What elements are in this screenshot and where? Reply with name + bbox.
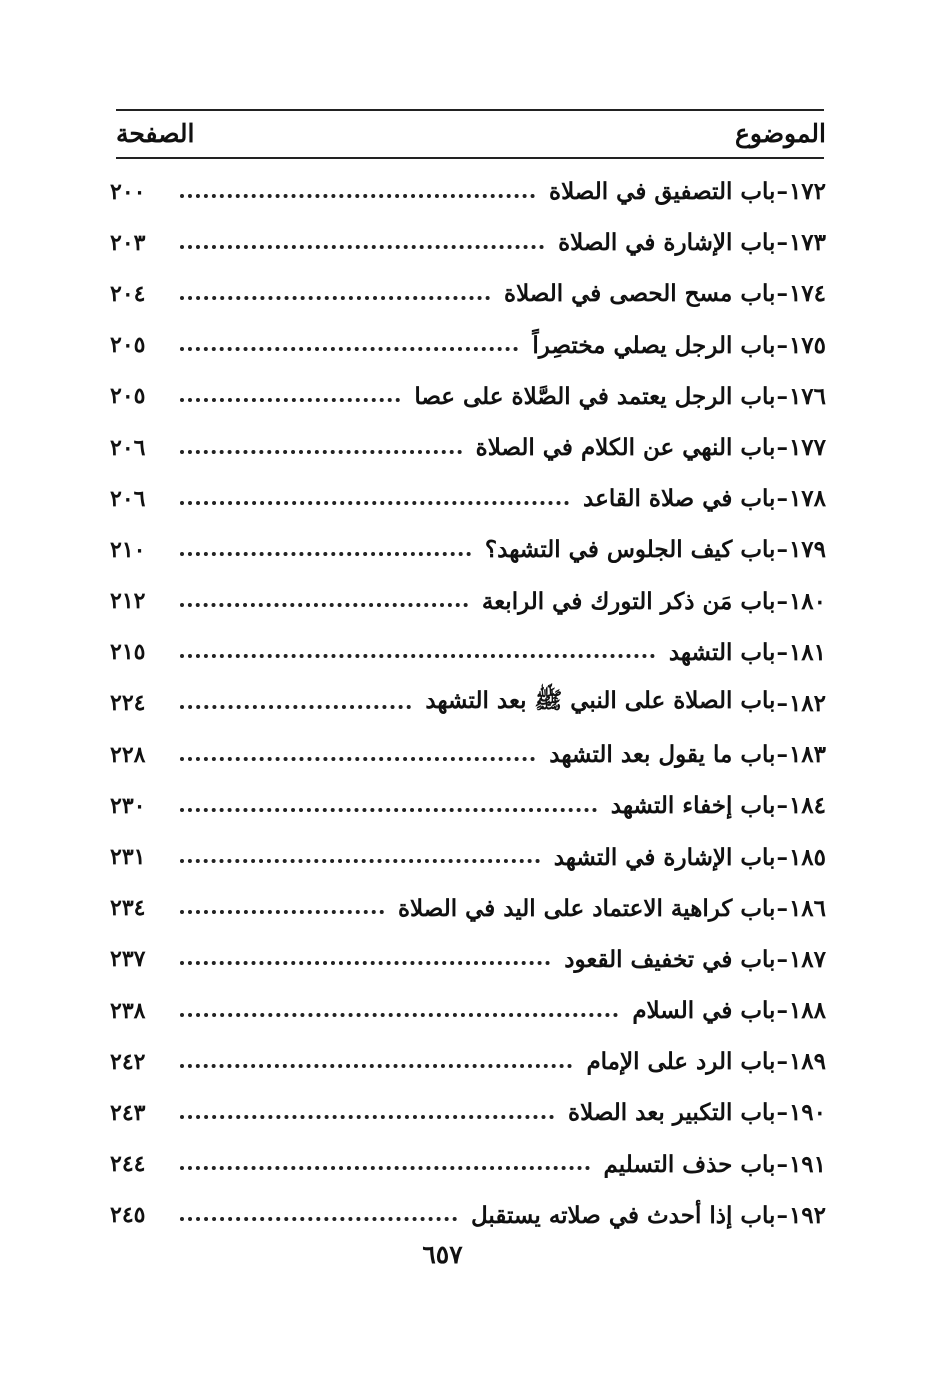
entry-title: باب إخفاء التشهد bbox=[610, 792, 776, 820]
entry-title: باب في السلام bbox=[632, 997, 776, 1025]
entry-number: ١٩٠ bbox=[788, 1099, 826, 1127]
toc-entry bbox=[110, 320, 826, 371]
entry-dash: – bbox=[776, 382, 788, 410]
entry-dash: – bbox=[776, 689, 788, 717]
entry-dash: – bbox=[776, 1150, 788, 1178]
entry-title: باب ما يقول بعد التشهد bbox=[549, 741, 776, 769]
entry-page-number: ٢٠٠ bbox=[110, 178, 146, 205]
entry-page-number: ٢٣٠ bbox=[110, 792, 146, 819]
entry-title: باب الإشارة في الصلاة bbox=[558, 229, 776, 257]
entry-page-number: ٢٤٢ bbox=[110, 1048, 146, 1075]
dot-leader bbox=[180, 654, 655, 658]
dot-leader bbox=[180, 296, 490, 300]
entry-dash: – bbox=[776, 792, 788, 820]
entry-page-number: ٢٠٤ bbox=[110, 280, 146, 307]
entry-number: ١٧٣ bbox=[788, 229, 826, 257]
toc-entry bbox=[110, 985, 826, 1036]
entry-number: ١٧٧ bbox=[788, 434, 826, 462]
entry-dash: – bbox=[776, 638, 788, 666]
entry-number: ١٨٣ bbox=[788, 741, 826, 769]
entry-page-number: ٢١٥ bbox=[110, 639, 146, 666]
entry-number: ١٧٤ bbox=[788, 280, 826, 308]
entry-dash: – bbox=[776, 894, 788, 922]
entry-title: باب التشهد bbox=[668, 638, 776, 666]
entry-number: ١٧٢ bbox=[788, 178, 826, 206]
toc-entry bbox=[110, 217, 826, 268]
entry-number: ١٨٠ bbox=[788, 587, 826, 615]
toc-entry bbox=[110, 1087, 826, 1138]
entry-number: ١٧٩ bbox=[788, 536, 826, 564]
dot-leader bbox=[180, 194, 535, 198]
entry-page-number: ٢٣٨ bbox=[110, 997, 146, 1024]
entry-title: باب كراهية الاعتماد على اليد في الصلاة bbox=[397, 894, 776, 922]
dot-leader bbox=[180, 1064, 572, 1068]
entry-dash: – bbox=[776, 997, 788, 1025]
entry-dash: – bbox=[776, 1201, 788, 1229]
dot-leader bbox=[180, 1115, 554, 1119]
dot-leader bbox=[180, 808, 597, 812]
entry-number: ١٩٢ bbox=[788, 1201, 826, 1229]
entry-page-number: ٢٠٦ bbox=[110, 434, 146, 461]
entry-page-number: ٢٤٥ bbox=[110, 1202, 146, 1229]
entry-title: باب التصفيق في الصلاة bbox=[549, 178, 776, 206]
entry-dash: – bbox=[776, 1099, 788, 1127]
entry-page-number: ٢٠٥ bbox=[110, 383, 146, 410]
entry-title: باب في تخفيف القعود bbox=[564, 945, 776, 973]
entry-title: باب إذا أحدث في صلاته يستقبل bbox=[470, 1201, 776, 1229]
entry-number: ١٨١ bbox=[788, 638, 826, 666]
topic-column-header: الموضوع bbox=[735, 119, 826, 148]
table-of-contents bbox=[110, 166, 826, 1241]
dot-leader bbox=[180, 347, 518, 351]
entry-number: ١٨٧ bbox=[788, 945, 826, 973]
entry-dash: – bbox=[776, 485, 788, 513]
toc-entry bbox=[110, 422, 826, 473]
entry-page-number: ٢٣٧ bbox=[110, 946, 146, 973]
entry-title: باب مَن ذكر التورك في الرابعة bbox=[481, 587, 776, 615]
entry-number: ١٧٥ bbox=[788, 331, 826, 359]
dot-leader bbox=[180, 910, 384, 914]
dot-leader bbox=[180, 1166, 590, 1170]
toc-entry bbox=[110, 627, 826, 678]
entry-number: ١٨٥ bbox=[788, 843, 826, 871]
dot-leader bbox=[180, 1217, 457, 1221]
entry-dash: – bbox=[776, 536, 788, 564]
entry-page-number: ٢١٠ bbox=[110, 536, 146, 563]
header-top-rule bbox=[116, 109, 824, 111]
toc-entry bbox=[110, 1139, 826, 1190]
toc-entry bbox=[110, 371, 826, 422]
entry-title: باب الصلاة على النبي ﷺ بعد التشهد bbox=[425, 687, 776, 715]
entry-page-number: ٢٤٣ bbox=[110, 1099, 146, 1126]
entry-dash: – bbox=[776, 280, 788, 308]
entry-title: باب الرجل يعتمد في الصَّلاة على عصا bbox=[414, 382, 776, 410]
page-number: ٦٥٧ bbox=[422, 1240, 463, 1269]
entry-number: ١٨٢ bbox=[788, 689, 826, 717]
entry-title: باب النهي عن الكلام في الصلاة bbox=[475, 434, 776, 462]
toc-entry bbox=[110, 831, 826, 882]
entry-number: ١٨٨ bbox=[788, 997, 826, 1025]
entry-number: ١٨٤ bbox=[788, 792, 826, 820]
entry-page-number: ٢٣٤ bbox=[110, 895, 146, 922]
dot-leader bbox=[180, 859, 540, 863]
header-bottom-rule bbox=[116, 157, 824, 159]
entry-dash: – bbox=[776, 178, 788, 206]
toc-entry bbox=[110, 883, 826, 934]
entry-dash: – bbox=[776, 843, 788, 871]
entry-dash: – bbox=[776, 587, 788, 615]
entry-title: باب حذف التسليم bbox=[603, 1150, 776, 1178]
entry-title: باب الرد على الإمام bbox=[586, 1048, 776, 1076]
dot-leader bbox=[180, 450, 462, 454]
page-column-header: الصفحة bbox=[116, 119, 195, 148]
toc-entry bbox=[110, 729, 826, 780]
entry-page-number: ٢٢٨ bbox=[110, 741, 146, 768]
entry-page-number: ٢٠٦ bbox=[110, 485, 146, 512]
toc-entry bbox=[110, 780, 826, 831]
entry-page-number: ٢٢٤ bbox=[110, 690, 146, 717]
toc-entry bbox=[110, 678, 826, 729]
entry-title: باب الإشارة في التشهد bbox=[553, 843, 776, 871]
toc-entry bbox=[110, 473, 826, 524]
toc-entry bbox=[110, 166, 826, 217]
entry-number: ١٨٩ bbox=[788, 1048, 826, 1076]
entry-page-number: ٢٣١ bbox=[110, 844, 146, 871]
dot-leader bbox=[180, 603, 468, 607]
entry-title: باب الرجل يصلي مختصِراً bbox=[532, 331, 776, 359]
dot-leader bbox=[180, 757, 535, 761]
toc-entry bbox=[110, 1036, 826, 1087]
entry-title: باب التكبير بعد الصلاة bbox=[568, 1099, 776, 1127]
entry-page-number: ٢٠٣ bbox=[110, 229, 146, 256]
dot-leader bbox=[180, 245, 544, 249]
entry-dash: – bbox=[776, 1048, 788, 1076]
dot-leader bbox=[180, 501, 569, 505]
entry-title: باب كيف الجلوس في التشهد؟ bbox=[484, 536, 776, 564]
entry-dash: – bbox=[776, 741, 788, 769]
dot-leader bbox=[180, 961, 550, 965]
entry-dash: – bbox=[776, 945, 788, 973]
entry-number: ١٨٦ bbox=[788, 894, 826, 922]
dot-leader bbox=[180, 552, 471, 556]
entry-dash: – bbox=[776, 229, 788, 257]
dot-leader bbox=[180, 398, 400, 402]
entry-number: ١٧٦ bbox=[788, 382, 826, 410]
entry-number: ١٧٨ bbox=[788, 485, 826, 513]
toc-entry bbox=[110, 576, 826, 627]
entry-dash: – bbox=[776, 434, 788, 462]
entry-page-number: ٢٠٥ bbox=[110, 332, 146, 359]
toc-entry bbox=[110, 524, 826, 575]
dot-leader bbox=[180, 1013, 618, 1017]
entry-page-number: ٢١٢ bbox=[110, 588, 146, 615]
toc-entry bbox=[110, 934, 826, 985]
toc-entry bbox=[110, 268, 826, 319]
dot-leader bbox=[180, 705, 411, 709]
toc-entry bbox=[110, 1190, 826, 1241]
entry-page-number: ٢٤٤ bbox=[110, 1151, 146, 1178]
entry-title: باب في صلاة القاعد bbox=[583, 485, 776, 513]
entry-number: ١٩١ bbox=[788, 1150, 826, 1178]
entry-title: باب مسح الحصى في الصلاة bbox=[504, 280, 776, 308]
entry-dash: – bbox=[776, 331, 788, 359]
